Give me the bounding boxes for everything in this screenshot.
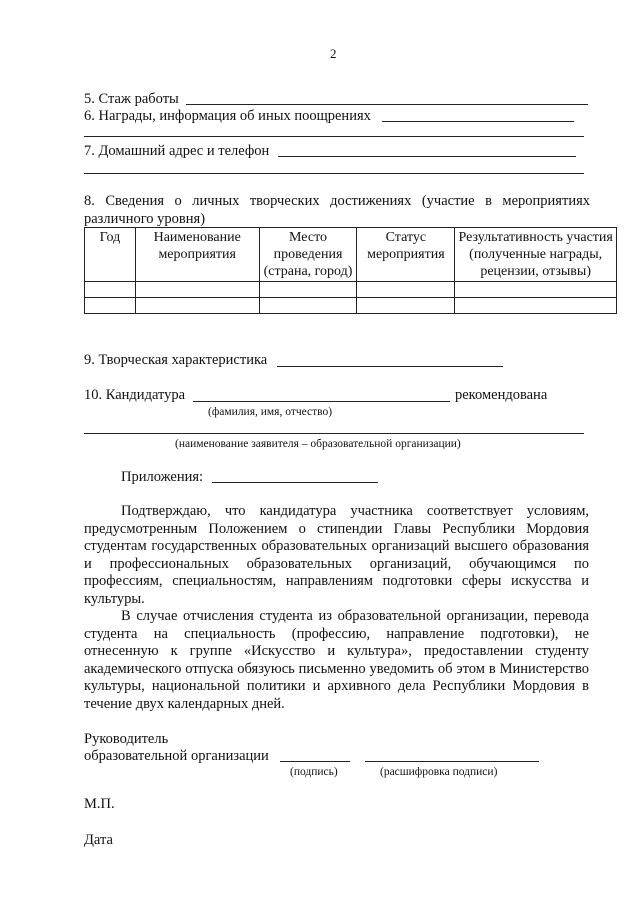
decode-hint: (расшифровка подписи): [380, 766, 498, 778]
table-cell[interactable]: [135, 282, 259, 298]
column-header: Наименование мероприятия: [135, 228, 259, 282]
table-row: [85, 298, 617, 314]
signature-decode-line[interactable]: [365, 761, 539, 762]
table-header-row: [85, 228, 617, 282]
column-header: Результативность участия (полученные награды, рецензии, отзывы): [455, 228, 617, 282]
creative-line[interactable]: [277, 366, 503, 367]
address-label: 7. Домашний адрес и телефон: [84, 143, 270, 159]
table-cell[interactable]: [135, 298, 259, 314]
stamp-label: М.П.: [84, 796, 115, 812]
signature-hint: (подпись): [290, 766, 338, 778]
notification-paragraph: В случае отчисления студента из образовательной организации, перевода студента на специальность (профессию, направление подготовки), не отнесенную к группе «Искусство и культура», предоставлении студенту академического отпуска обязуюсь письменно уведомить об этом в Министерство культуры, национальной политики и архивного дела Республики Мордовия в течение двух календарных дней.: [84, 608, 589, 712]
column-header: Место проведения (страна, город): [259, 228, 357, 282]
table-cell[interactable]: [259, 298, 357, 314]
candidate-name-line[interactable]: [193, 401, 450, 402]
awards-line-2[interactable]: [84, 136, 584, 137]
column-header: Статус мероприятия: [357, 228, 455, 282]
achievements-intro: 8. Сведения о личных творческих достижениях (участие в мероприятиях различного уровня): [84, 193, 590, 227]
experience-label: 5. Стаж работы: [84, 91, 179, 107]
column-header: Год: [85, 228, 136, 282]
table-cell[interactable]: [85, 298, 136, 314]
table-cell[interactable]: [357, 282, 455, 298]
head-title-line2: образовательной организации: [84, 748, 269, 764]
table-row: [85, 282, 617, 298]
name-hint: (фамилия, имя, отчество): [208, 406, 333, 418]
address-line[interactable]: [278, 156, 576, 157]
table-cell[interactable]: [85, 282, 136, 298]
appendix-label: Приложения:: [121, 469, 204, 485]
appendix-line[interactable]: [212, 482, 378, 483]
applicant-line[interactable]: [84, 433, 584, 434]
date-label: Дата: [84, 832, 113, 848]
signature-line[interactable]: [280, 761, 350, 762]
table-cell[interactable]: [357, 298, 455, 314]
table-cell[interactable]: [455, 282, 617, 298]
table-cell[interactable]: [455, 298, 617, 314]
applicant-hint: (наименование заявителя – образовательной организации): [175, 438, 461, 450]
confirmation-paragraph: Подтверждаю, что кандидатура участника соответствует условиям, предусмотренным Положением о стипендии Главы Республики Мордовия студентам государственных образовательных организаций высшего образования и профессиональных образовательных организаций, обучающимся по профессиям, специальностям, направлениям подготовки сферы искусства и культуры.: [84, 503, 589, 607]
table-cell[interactable]: [259, 282, 357, 298]
creative-label: 9. Творческая характеристика: [84, 352, 268, 368]
experience-line[interactable]: [186, 104, 588, 105]
head-title-line1: Руководитель: [84, 731, 169, 747]
awards-label: 6. Награды, информация об иных поощрениях: [84, 108, 371, 124]
achievements-table: [84, 227, 617, 314]
candidacy-label: 10. Кандидатура: [84, 387, 186, 403]
address-line-2[interactable]: [84, 173, 584, 174]
recommended-text: рекомендована: [455, 387, 548, 403]
awards-line[interactable]: [382, 121, 574, 122]
page-number: 2: [330, 46, 337, 61]
